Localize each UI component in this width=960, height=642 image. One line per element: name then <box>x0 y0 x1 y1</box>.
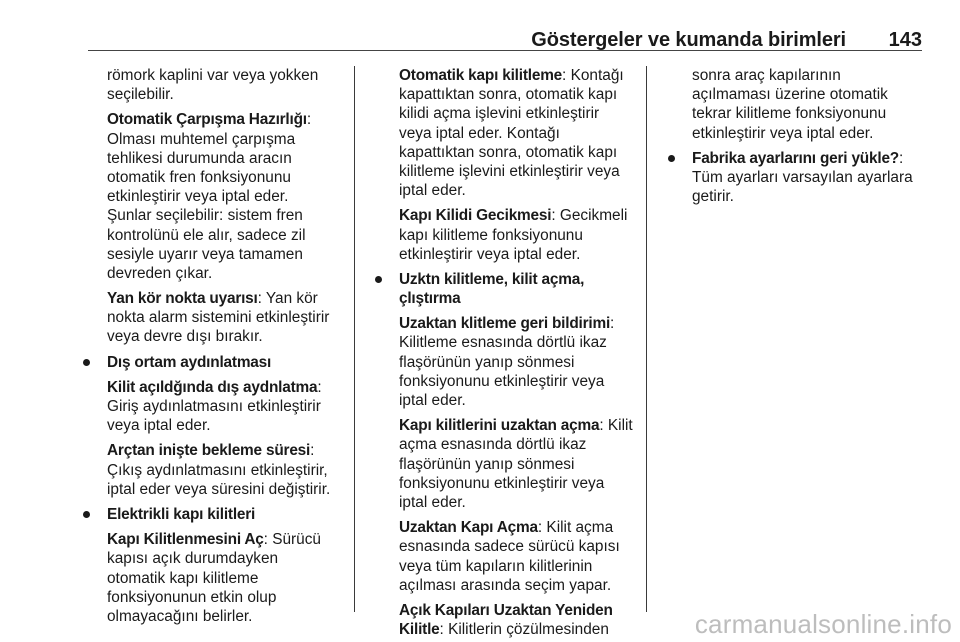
body-text: olmayacağını belirler. <box>107 607 253 625</box>
body-text: Kilitleme esnasında dörtlü ikaz <box>399 334 607 352</box>
body-text: otomatik kapı kilitleme <box>107 569 259 587</box>
text-line <box>399 245 639 264</box>
body-text: açılmaması üzerine otomatik <box>692 86 888 104</box>
body-text: kapattıktan sonra, otomatik kapı <box>399 143 618 161</box>
text-line <box>399 493 639 512</box>
body-text: : Kilit <box>599 417 633 435</box>
text-line <box>399 353 639 372</box>
text-line <box>107 168 349 187</box>
body-text: Tüm ayarları varsayılan ayarlara <box>692 168 913 186</box>
text-line <box>107 289 349 308</box>
body-text: fonksiyonunu etkinleştirir veya <box>399 474 605 492</box>
term-label: Dış ortam aydınlatması <box>107 353 272 371</box>
text-line <box>399 537 639 556</box>
text-line <box>692 187 927 206</box>
text-line <box>399 557 639 576</box>
term-label: Kapı Kilidi Gecikmesi <box>399 207 552 225</box>
text-line <box>107 461 349 480</box>
body-text: iptal eder. <box>399 493 466 511</box>
body-text: sesiyle uyarır veya tamamen <box>107 245 303 263</box>
term-label: Kapı kilitlerini uzaktan açma <box>399 417 600 435</box>
body-text: iptal eder veya süresini değiştirir. <box>107 480 331 498</box>
body-text: fonksiyonunun etkin olup <box>107 588 277 606</box>
body-text: kilidi açma işlevini etkinleştirir <box>399 105 600 123</box>
body-text: seçilebilir. <box>107 86 174 104</box>
text-line <box>399 124 639 143</box>
text-line <box>107 187 349 206</box>
text-line <box>399 143 639 162</box>
body-text: : <box>310 442 315 460</box>
paragraph <box>399 416 639 512</box>
text-line <box>399 226 639 245</box>
paragraph <box>399 206 639 264</box>
watermark: carmanualsonline.info <box>694 609 952 639</box>
text-line <box>399 181 639 200</box>
text-line <box>399 601 639 620</box>
text-line <box>107 416 349 435</box>
text-line <box>107 378 349 397</box>
paragraph <box>692 66 927 143</box>
bullet-item <box>399 270 639 308</box>
text-line <box>107 245 349 264</box>
bullet-icon <box>83 511 90 518</box>
text-line <box>107 226 349 245</box>
text-line <box>692 104 927 123</box>
body-text: veya iptal eder. <box>107 417 211 435</box>
text-line <box>399 391 639 410</box>
bullet-item <box>107 353 349 372</box>
text-line <box>692 124 927 143</box>
body-text: : <box>899 149 904 167</box>
paragraph <box>107 110 349 283</box>
text-line <box>107 66 349 85</box>
bullet-item <box>692 149 927 207</box>
text-line <box>107 149 349 168</box>
body-text: açma esnasında dörtlü ikaz <box>399 436 587 454</box>
bullet-icon <box>668 155 675 162</box>
body-text: etkinleştirir veya iptal eder. <box>107 188 289 206</box>
text-line <box>107 549 349 568</box>
body-text: veya tüm kapıların kilitlerinin <box>399 557 593 575</box>
term-label: Kilit açıldğında dış aydnlatma <box>107 378 318 396</box>
term-label: Otomatik kapı kilitleme <box>399 67 563 84</box>
body-text: tekrar kilitleme fonksiyonunu <box>692 105 887 123</box>
text-line <box>399 66 639 85</box>
column-2 <box>399 66 639 639</box>
text-line <box>107 397 349 416</box>
text-line <box>399 435 639 454</box>
paragraph <box>107 378 349 436</box>
text-line <box>399 372 639 391</box>
page-header <box>88 0 922 51</box>
body-text: : <box>610 315 615 333</box>
body-text: açılması arasında seçim yapar. <box>399 576 612 594</box>
column-1 <box>107 66 349 626</box>
bullet-icon <box>83 359 90 366</box>
text-line <box>107 327 349 346</box>
paragraph <box>107 441 349 499</box>
text-line <box>107 588 349 607</box>
text-line <box>399 289 639 308</box>
body-text: römork kaplini var veya yokken <box>107 67 319 84</box>
paragraph <box>399 601 639 639</box>
column-divider <box>354 66 355 612</box>
bullet-icon <box>375 276 382 283</box>
body-text: Olması muhtemel çarpışma <box>107 130 296 148</box>
body-text: : Kilit açma <box>537 519 614 537</box>
body-text: flaşörünün yanıp sönmesi <box>399 455 575 473</box>
body-text: : Sürücü <box>263 531 321 549</box>
text-line <box>107 480 349 499</box>
text-line <box>399 474 639 493</box>
text-line <box>107 569 349 588</box>
text-line <box>107 264 349 283</box>
body-text: kontrolünü ele alır, sadece zil <box>107 226 306 244</box>
term-label: Kapı Kilitlenmesini Aç <box>107 531 264 549</box>
term-label: Uzaktan Kapı Açma <box>399 519 538 537</box>
text-line <box>107 505 349 524</box>
body-text: otomatik fren fonksiyonunu <box>107 168 291 186</box>
text-line <box>107 353 349 372</box>
body-text: veya devre dışı bırakır. <box>107 328 263 346</box>
text-line <box>107 85 349 104</box>
body-text: iptal eder. <box>399 182 466 200</box>
body-text: : <box>306 111 312 129</box>
text-line <box>399 206 639 225</box>
term-label: Yan kör nokta uyarısı <box>107 290 258 308</box>
body-text: veya iptal eder. Kontağı <box>399 124 560 142</box>
text-line <box>107 441 349 460</box>
text-line <box>399 620 639 639</box>
text-line <box>399 455 639 474</box>
text-line <box>399 104 639 123</box>
paragraph <box>107 289 349 347</box>
term-label: Elektrikli kapı kilitleri <box>107 505 256 523</box>
column-divider <box>646 66 647 612</box>
paragraph <box>107 66 349 104</box>
body-text: etkinleştirir veya iptal eder. <box>399 245 581 263</box>
text-line <box>399 270 639 289</box>
page-title: Göstergeler ve kumanda birimleri <box>531 29 846 51</box>
text-line <box>107 130 349 149</box>
term-label: Uzaktan klitleme geri bildirimi <box>399 315 611 333</box>
text-line <box>399 576 639 595</box>
body-text: flaşörünün yanıp sönmesi <box>399 353 575 371</box>
paragraph <box>399 66 639 200</box>
body-text: sonra araç kapılarının <box>692 67 841 84</box>
body-text: : Kontağı <box>562 67 624 84</box>
term-label: Arçtan inişte bekleme süresi <box>107 442 311 460</box>
body-text: kapı kilitleme fonksiyonunu <box>399 226 583 244</box>
body-text: devreden çıkar. <box>107 264 213 282</box>
text-line <box>107 308 349 327</box>
text-line <box>107 206 349 225</box>
text-line <box>692 168 927 187</box>
text-line <box>399 162 639 181</box>
body-text: etkinleştirir veya iptal eder. <box>692 124 874 142</box>
body-text: : Yan kör <box>257 290 318 308</box>
bullet-item <box>107 505 349 524</box>
text-line <box>399 314 639 333</box>
text-line <box>692 149 927 168</box>
paragraph <box>399 518 639 595</box>
body-text: : Kilitlerin çözülmesinden <box>439 621 609 639</box>
body-text: fonksiyonunu etkinleştirir veya <box>399 372 605 390</box>
term-label: Açık Kapıları Uzaktan Yeniden <box>399 601 613 619</box>
paragraph <box>399 314 639 410</box>
text-line <box>399 416 639 435</box>
page-number: 143 <box>888 29 922 51</box>
text-line <box>107 530 349 549</box>
text-line <box>399 85 639 104</box>
body-text: nokta alarm sistemini etkinleştirir <box>107 309 330 327</box>
body-text: esnasında sadece sürücü kapısı <box>399 538 620 556</box>
body-text: Çıkış aydınlatmasını etkinleştirir, <box>107 461 328 479</box>
term-label: Kilitle <box>399 621 440 639</box>
text-line <box>107 607 349 626</box>
body-text: : Gecikmeli <box>551 207 628 225</box>
body-text: getirir. <box>692 188 734 206</box>
body-text: iptal eder. <box>399 392 466 409</box>
text-line <box>107 110 349 129</box>
term-label: Fabrika ayarlarını geri yükle? <box>692 149 900 167</box>
text-line <box>399 518 639 537</box>
body-text: Şunlar seçilebilir: sistem fren <box>107 207 303 225</box>
body-text: kapısı açık durumdayken <box>107 550 279 568</box>
term-label: Otomatik Çarpışma Hazırlığı <box>107 111 307 129</box>
column-3 <box>692 66 927 206</box>
body-text: Giriş aydınlatmasını etkinleştirir <box>107 398 321 415</box>
paragraph <box>107 530 349 626</box>
text-line <box>692 85 927 104</box>
body-text: kilitleme işlevini etkinleştirir veya <box>399 162 620 180</box>
term-label: Uzktn kilitleme, kilit açma, <box>399 270 585 288</box>
term-label: çlıştırma <box>399 290 461 308</box>
text-line <box>399 333 639 352</box>
body-text: kapattıktan sonra, otomatik kapı <box>399 86 618 104</box>
body-text: tehlikesi durumunda aracın <box>107 149 292 167</box>
text-line <box>692 66 927 85</box>
body-text: : <box>317 378 322 396</box>
